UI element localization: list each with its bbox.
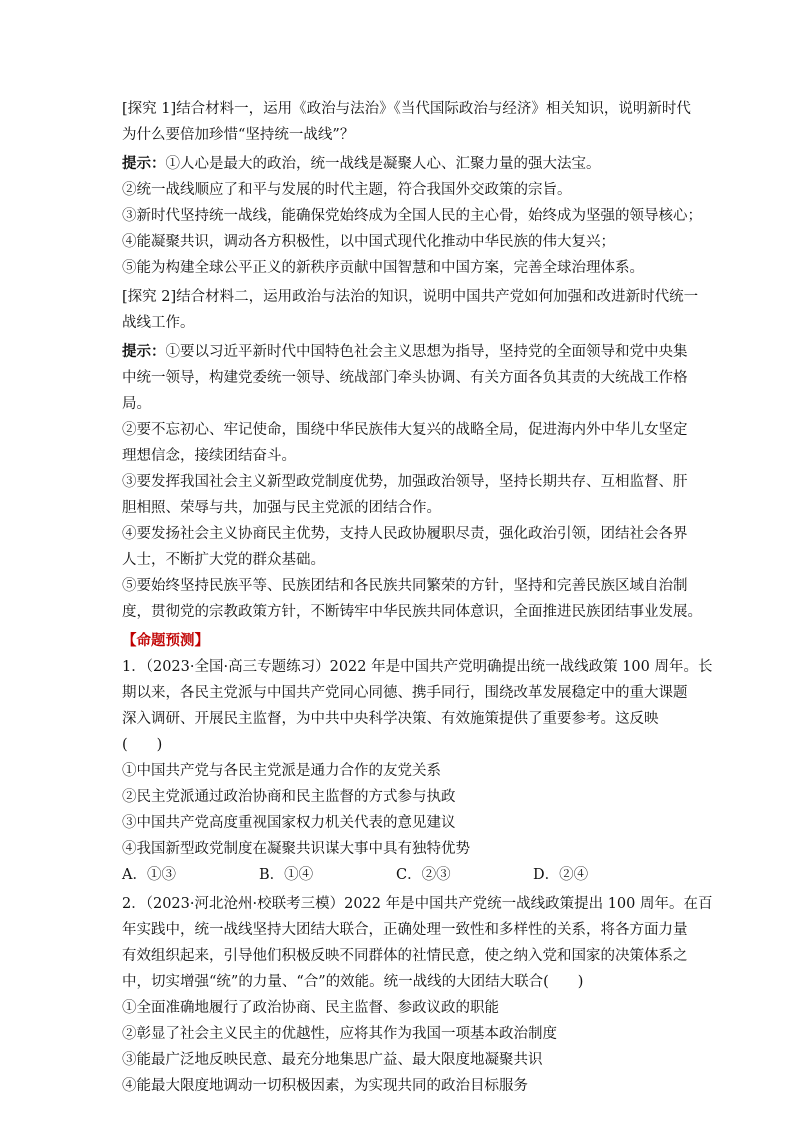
question-1-option-1: ①中国共产党与各民主党派是通力合作的友党关系 (122, 763, 441, 779)
question-1-answer-blank: ( ) (122, 737, 163, 753)
hint-2-p4-line-2: 人士，不断扩大党的群众基础。 (122, 552, 325, 568)
explore-2-tag: [探究 2] (122, 289, 177, 305)
hint-2-p1-line-3: 局。 (122, 396, 151, 412)
choice-a: A．①③ (122, 867, 176, 883)
explore-1-line-1: [探究 1]结合材料一，运用《政治与法治》《当代国际政治与经济》相关知识，说明新时代 (122, 101, 691, 117)
question-1-option-4: ④我国新型政党制度在凝聚共识谋大事中具有独特优势 (122, 841, 470, 857)
hint-1 (122, 151, 702, 281)
explore-1-tag: [探究 1] (122, 101, 177, 117)
hint-2-p3-line-1: ③要发挥我国社会主义新型政党制度优势，加强政治领导，坚持长期共存、互相监督、肝 (122, 474, 688, 490)
hint-1-line-1: 提示：①人心是最大的政治，统一战线是凝聚人心、汇聚力量的强大法宝。 (122, 155, 601, 172)
question-1-line-2: 期以来，各民主党派与中国共产党同心同德、携手同行，围绕改革发展稳定中的重大课题 (122, 685, 688, 701)
question-2-option-3: ③能最广泛地反映民意、最充分地集思广益、最大限度地凝聚共识 (122, 1052, 543, 1068)
hint-1-line-4: ④能凝聚共识，调动各方积极性，以中国式现代化推动中华民族的伟大复兴； (122, 234, 615, 250)
question-1-option-2: ②民主党派通过政治协商和民主监督的方式参与执政 (122, 789, 456, 805)
question-2 (122, 891, 713, 1099)
question-2-line-2: 年实践中，统一战线坚持大团结大联合，正确处理一致性和多样性的关系，将各方面力量 (122, 922, 688, 938)
hint-2-p4-line-1: ④要发扬社会主义协商民主优势，支持人民政协履职尽责，强化政治引领，团结社会各界 (122, 526, 688, 542)
hint-2-p1-line-1: 提示：①要以习近平新时代中国特色社会主义思想为指导，坚持党的全面领导和党中央集 (122, 343, 688, 360)
hint-1-line-3: ③新时代坚持统一战线，能确保党始终成为全国人民的主心骨，始终成为坚强的领导核心； (122, 208, 702, 224)
document-page (122, 96, 713, 1102)
question-2-line-3: 有效组织起来，引导他们积极反映不同群体的社情民意，使之纳入党和国家的决策体系之 (122, 948, 688, 964)
hint-2-p2-line-2: 理想信念，接续团结奋斗。 (122, 448, 296, 464)
hint-2-p5-line-1: ⑤要始终坚持民族平等、民族团结和各民族共同繁荣的方针，坚持和完善民族区域自治制 (122, 578, 688, 594)
hint-2-p5-line-2: 度，贯彻党的宗教政策方针，不断铸牢中华民族共同体意识，全面推进民族团结事业发展。 (122, 604, 702, 620)
question-2-line-1: 2．（2023·河北沧州·校联考三模）2022 年是中国共产党统一战线政策提出 100 周年。在百 (122, 896, 713, 912)
question-2-option-2: ②彰显了社会主义民主的优越性，应将其作为我国一项基本政治制度 (122, 1026, 557, 1042)
question-2-option-1: ①全面准确地履行了政治协商、民主监督、参政议政的职能 (122, 1000, 499, 1016)
question-1-line-3: 深入调研、开展民主监督，为中共中央科学决策、有效施策提供了重要参考。这反映 (122, 711, 659, 727)
hint-2-label: 提示： (122, 343, 166, 360)
question-2-option-4: ④能最大限度地调动一切积极因素，为实现共同的政治目标服务 (122, 1078, 528, 1094)
explore-2-question (122, 284, 699, 336)
choice-b: B．①④ (259, 867, 314, 883)
hint-2 (122, 339, 702, 625)
hint-2-p2-line-1: ②要不忘初心、牢记使命，围绕中华民族伟大复兴的战略全局，促进海内外中华儿女坚定 (122, 422, 688, 438)
hint-1-line-2: ②统一战线顺应了和平与发展的时代主题，符合我国外交政策的宗旨。 (122, 182, 572, 198)
choice-c: C．②③ (396, 867, 451, 883)
hint-1-label: 提示： (122, 155, 166, 172)
explore-2-line-1: [探究 2]结合材料二，运用政治与法治的知识，说明中国共产党如何加强和改进新时代统一 (122, 289, 699, 305)
question-1-line-1: 1．（2023·全国·高三专题练习）2022 年是中国共产党明确提出统一战线政策 100 周年。长 (122, 659, 713, 675)
question-2-line-4: 中，切实增强“统”的力量、“合”的效能。统一战线的大团结大联合( ) (122, 974, 584, 990)
choice-d: D．②④ (533, 867, 589, 883)
section-heading: 【命题预测】 (122, 632, 209, 649)
question-1 (122, 654, 713, 888)
explore-2-line-2: 战线工作。 (122, 315, 195, 331)
question-1-choices (122, 862, 682, 888)
explore-1-line-2: 为什么要倍加珍惜“坚持统一战线”？ (122, 127, 355, 143)
hint-2-p1-line-2: 中统一领导，构建党委统一领导、统战部门牵头协调、有关方面各负其责的大统战工作格 (122, 370, 688, 386)
hint-2-p3-line-2: 胆相照、荣辱与共，加强与民主党派的团结合作。 (122, 500, 441, 516)
explore-1-question (122, 96, 691, 148)
question-1-option-3: ③中国共产党高度重视国家权力机关代表的意见建议 (122, 815, 456, 831)
hint-1-line-5: ⑤能为构建全球公平正义的新秩序贡献中国智慧和中国方案，完善全球治理体系。 (122, 260, 644, 276)
